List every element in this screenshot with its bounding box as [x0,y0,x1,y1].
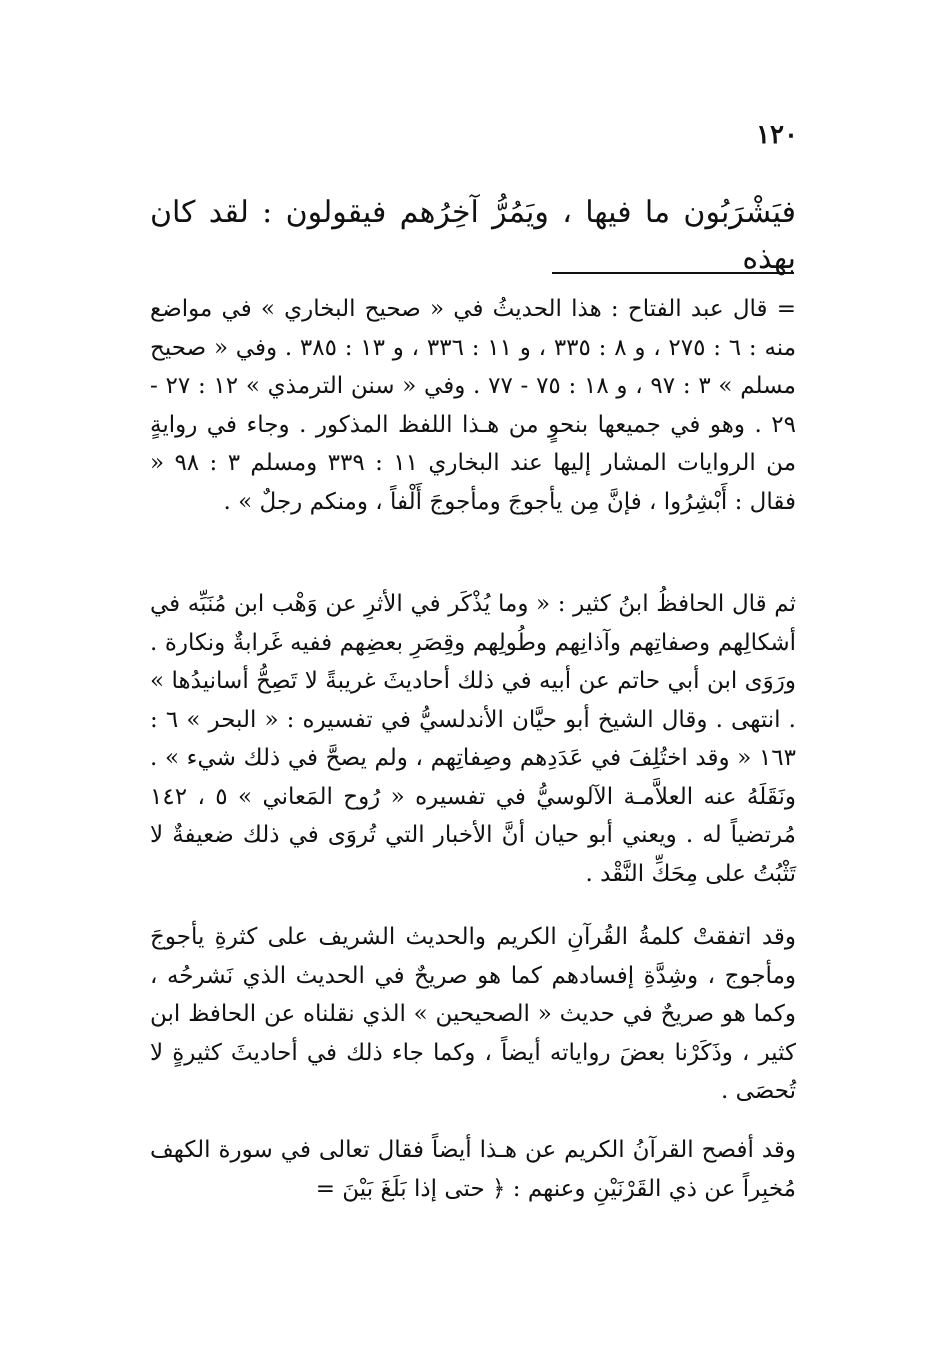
footnote-paragraph-1: = قال عبد الفتاح : هذا الحديثُ في « صحيح البخاري » في مواضع منه : ٦ : ٢٧٥ ، و ٨ : ٣٣٥ ، و ١١ : ٣٣٦ ، و ١٣ : ٣٨٥ . وفي « صحيح مسلم » ٣ : ٩٧ ، و ١٨ : ٧٥ - ٧٧ . وفي « سنن الترمذي » ١٢ : ٢٧ - ٢٩ . وهو في جميعها بنحوٍ من هـذا اللفظ المذكور . وجاء في روايةٍ من الروايات المشار إليها عند البخاري ١١ : ٣٣٩ ومسلم ٣ : ٩٨ « فقال : أَبْشِرُوا ، فإنَّ مِن يأجوجَ ومأجوجَ أَلْفاً ، ومنكم رجلٌ » . [150,296,797,515]
footnote-paragraph-2: ثم قال الحافظُ ابنُ كثير : « وما يُذْكَر في الأثرِ عن وَهْب ابن مُنَبِّه في أشكالِهم وصفاتِهم وآذانِهم وطُولِهم وقِصَرِ بعضِهم ففيه غَرابةٌ ونكارة . ورَوَى ابن أبي حاتم عن أبيه في ذلك أحاديثَ غريبةً لا تَصِحُّ أسانيدُها » . انتهى . وقال الشيخ أبو حيَّان الأندلسيُّ في تفسيره : « البحر » ٦ : ١٦٣ « وقد اختُلِفَ في عَدَدِهم وصِفاتِهم ، ولم يصحَّ في ذلك شيء » . ونَقَلَهُ عنه العلاَّمـة الآلوسيُّ في تفسيره « رُوح المَعاني » ٥ ، ١٤٢ مُرتضياً له . ويعني أبو حيان أنَّ الأخبار التي تُروَى في ذلك ضعيفةٌ لا تَثْبُتُ على مِحَكِّ النَّقْد . [150,591,796,887]
footnote-paragraph-4: وقد أفصح القرآنُ الكريم عن هـذا أيضاً فقال تعالى في سورة الكهف مُخبِراً عن ذي القَرْنَيْنِ وعنهم : ﴿ حتى إذا بَلَغَ بَيْنَ = [150,1137,796,1202]
main-text-continuation: فيَشْرَبُون ما فيها ، ويَمُرُّ آخِرُهم فيقولون : لقد كان بهذه [150,195,796,276]
footnote-separator-rule [552,272,794,274]
page-number: ١٢٠ [756,120,798,150]
footnote-paragraph-3: وقد اتفقتْ كلمةُ القُرآنِ الكريم والحديث الشريف على كثرةِ يأجوجَ ومأجوج ، وشِدَّةِ إفسادهم كما هو صريحٌ في الحديث الذي نَشرحُه ، وكما هو صريحٌ في حديث « الصحيحين » الذي نقلناه عن الحافظ ابن كثير ، وذَكَرْنا بعضَ رواياته أيضاً ، وكما جاء ذلك في أحاديثَ كثيرةٍ لا تُحصَى . [150,924,796,1104]
